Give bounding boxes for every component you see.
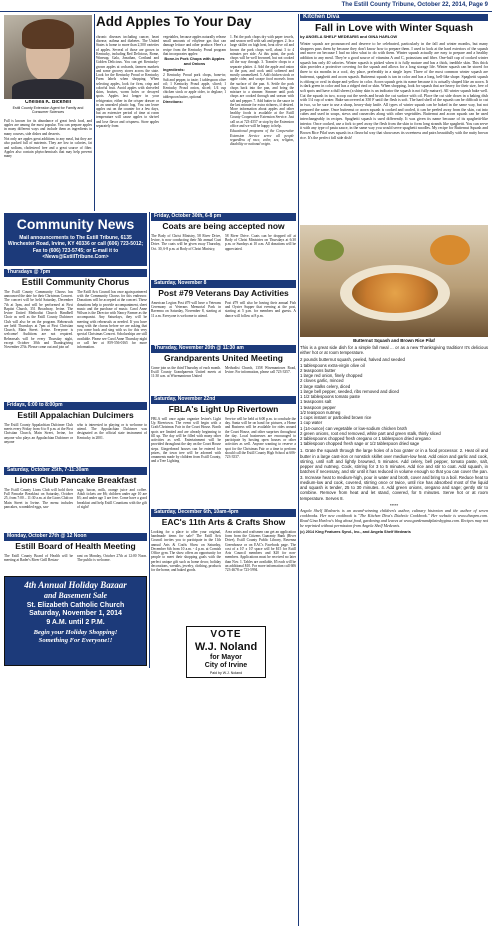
ingredient-item: 1/2 teaspoon nutmeg: [300, 409, 341, 415]
ingredient-item: 2 teaspoons butter: [300, 367, 336, 373]
apples-intro: Fall is known for its abundance of great fresh food, and apples are among the most popular. You can prepare apples in many different ways and include them as ingredients in many courses, side dishes and desserts. Not only are apples great additions to any meal, but they are also packed full of nutrients. They are low in calories, fat and sodium, cholesterol free and a great source of fiber. Apples also contain phytochemicals that may help prevent many: [4, 119, 92, 159]
author-bio: Angela Shelf Medearis is an award-winning children's author, culinary historian and the author of seven cookbooks. Her new cookbook is "The Kitchen Diva's Diabetic Cookbook." Her website is www.divapro.com. Read Gina Harlow's blog about food, gardening and leaves at www.gardenandplatesbygina.com. Recipes may not be reprinted without permission from Angela Shelf Medearis.: [300, 508, 488, 528]
ingredient-item: 1 teaspoon pepper: [300, 404, 336, 410]
page-header: [0, 0, 492, 12]
photo-caption: Butternut Squash and Brown Rice Pilaf: [353, 338, 435, 343]
ingredient-item: 1 cup water: [300, 420, 323, 426]
author-name: Chelsea K. Bicknell: [24, 100, 72, 105]
apples-col2: vegetables, because apples naturally release small amounts of ethylene gas that can damage lettuce and other produce. Here's a recipe from the Kentucky Proud program that incorporates apples: Bone-in Pork Chops with Apples and Onions Ingredients: 2 Kentucky Proud pork chops, bone-in; Salt and pepper, to taste; 1 tablespoon olive oil; 1 Kentucky Proud apple, sliced; 1 Kentucky Proud onion, sliced; 1/4 cup chicken stock or apple cider, to deglaze; 1 tablespoon butter, optional Directions:: [163, 35, 226, 105]
event-2-col1: The Estill County Appalachian Dulcimer Club meets every Friday from 6 to 8 p.m. at the First Christian Church, Main Street, Irvine, for anyone who plays an Appalachian Dulcimer or anyone: [4, 423, 73, 444]
recipe-ingredients: 2 Kentucky Proud pork chops, bone-in; Salt and pepper, to taste; 1 tablespoon olive oil; 1 Kentucky Proud apple, sliced; 1 Kentucky Proud onion, sliced; 1/4 cup chicken stock or apple cider, to deglaze; 1 tablespoon butter, optional: [163, 73, 226, 99]
kitchen-diva-title: Fall in Love with Winter Squash: [314, 22, 473, 34]
ingredient-item: 2 tablespoons chopped fresh oregano or 1 tablespoon dried oregano: [300, 435, 431, 441]
event-3-col2: sage, bacon, milk, orange juice and coffee. Adult tickets are $6; children under age 10 are $3; and under age 3 are free. Come have a good breakfast and help Estill Countians with the gift of sight!: [77, 488, 147, 509]
mid-event-3-col1: Come join us the third Thursday of each month. Estill County Grandparents United meets at 11:30 a.m. at Wisemantown United: [151, 366, 221, 379]
author-role: Estill County Extension Agent for Family and Consumer Sciences: [12, 105, 84, 115]
mid-event-3-head: Thursday, November 20th @ 11:30 am Grandparents United Meeting: [151, 345, 296, 364]
event-4-col1: The Estill County Board of Health will be meeting at Rader's River Grill Restau-: [4, 554, 73, 563]
byline: by ANGELA SHELF MEDEARIS and GINA HARLOW: [300, 35, 398, 39]
event-2-col2: who is interested in playing or is welcome to attend. The Appalachian Dulcimer was designated as the official state instrument of Kentucky in 2001.: [77, 423, 147, 440]
event-4-head: Monday, October 27th @ 12 Noon Estill Board of Health Meeting: [4, 533, 147, 552]
bazaar-ad: 4th Annual Holiday Bazaar and Basement Sale St. Elizabeth Catholic Church Saturday, November 1, 2014 9 A.M. until 2 P.M. Begin your Holiday Shopping! Something For Everyone!!: [4, 576, 147, 666]
ingredient-item: 1 1/2 tablespoons tomato paste: [300, 394, 360, 400]
copyright: (c) 2014 King Features Synd., Inc., and Angela Shelf Medearis: [300, 529, 411, 534]
ingredient-item: 1 tablespoon chopped fresh sage or 1/2 tablespoon dried sage: [300, 441, 420, 447]
ingredient-item: 2 green onions, root end removed, white part and green stalk, thinly sliced: [300, 430, 441, 436]
ingredient-item: 1 large bell pepper, seeded, ribs removed and diced: [300, 388, 399, 394]
recipe-block: This is a great side dish for a simple fall meal ... or as a new Thanksgiving tradition! It's delicious either hot or at room temperature. 2 pounds butternut squash, peeled, halved and seeded 1 tablespoons extra-virgin olive oil 2 teaspoons butter 1 large red onion, finely chopped 2 cloves garlic, minced 2 large stalks celery, diced 1 large bell pepper, seeded, ribs removed and diced 1 1/2 tablespoons tomato paste 1 teaspoons salt 1 teaspoon pepper 1/2 teaspoon nutmeg 1 cups instant or parboiled brown rice 1 cup water 1 (14-ounce) can vegetable or low-sodium chicken broth 2 green onions, root end removed, white part and green stalk, thinly sliced 2 tablespoons chopped fresh oregano or 1 tablespoon dried oregano 1 tablespoon chopped fresh sage or 1/2 tablespoon dried sage 1. Grate the squash through the large holes of a box grater or in a food processor. 2. Heat oil and butter in a large cast-iron or nonstick skillet over medium-low heat. Add onion and garlic and cook, stirring, until soft and lightly browned, 5 minutes. Add celery, bell pepper, tomato paste, salt, pepper and nutmeg. Cook, stirring for 3 to 5 minutes. Add rice and stir to coat. Add squash, in batches if necessary, and stir until it has reduced in volume enough so that you can cover the pan. 3. Increase heat to medium-high, pour in water and broth, cover and bring to a boil. Reduce heat to medium-low and cook, covered, stirring once or twice, until rice has absorbed most of the liquid and squash is tender, 25 to 30 minutes. 4. Add green onions, oregano and sage; gently stir to combine. Remove from heat and let stand, covered, for 5 minutes. Serve hot or at room temperature. Serves 8. ***** Angela Shelf Medearis is an award-winning children's author, culinary historian and the author of seven cookbooks. Her new cookbook is "The Kitchen Diva's Diabetic Cookbook." Her website is www.divapro.com. Read Gina Harlow's blog about food, gardening and leaves at www.gardenandplatesbygina.com. Recipes may not be reprinted without permission from Angela Shelf Medearis. (c) 2014 King Features Synd., Inc., and Angela Shelf Medearis: [300, 345, 488, 534]
mid-event-5-col1: Looking for a place to offer your original, handmade items for sale? The Estill Arts Council invites you to participate in the 11th annual Arts & Crafts Show on Saturday, December 6th from 10 a.m. - 4 p.m. at Cornish Office gym. The show offers an opportunity for people to meet their shopping goals with the perfect unique gift such as home decor, holiday decorations, wreaths, jewelry, clothing, products for the home, and baked goods.: [151, 530, 221, 573]
apples-col1: chronic diseases including cancer, heart disease, asthma and diabetes. The United States is home to more than 2,500 varieties of apples. Several of those are grown in Kentucky, including Red Delicious, Rome, Winesap, Gala, Jonathan, Cortland and Golden Delicious. You can get Kentucky-grown apples at orchards, farmers markets and some grocery stores across the state. Look for the Kentucky Proud or Kentucky Farm labels when shopping. When selecting apples, look for firm, crisp and colorful fruit. Avoid apples with shriveled skins, bruises, worm holes or decayed spots. Apples last longer in your refrigerator, either in the crisper drawer or in an unsealed plastic bag. You can leave apples out on the counter for a few days, but an extensive period of time at room temperature will cause apples to shrivel and lose flavor and crispness. Store apples separately from: [96, 35, 159, 128]
vote-ad: VOTE W.J. Noland for Mayor City of Irvine Paid by W.J. Noland: [186, 626, 266, 678]
event-3-head: Saturday, October 25th, 7-11:30am Lions Club Pancake Breakfast: [4, 467, 147, 486]
ingredient-item: 1 cups instant or parboiled brown rice: [300, 415, 372, 421]
mid-event-5-head: Saturday, December 6th, 10am-4pm EAC's 11th Arts & Crafts Show: [151, 509, 296, 528]
ingredient-item: 2 large stalks celery, diced: [300, 383, 351, 389]
mid-event-2-col2: Post #79 will also be having their annual Fish and Oyster Supper that evening at the post, starting at 5 p.m. for members and guests. A dance will follow at 8 p.m.: [225, 301, 296, 318]
apples-title: Add Apples To Your Day: [96, 14, 252, 29]
mid-event-1-head: Friday, October 30th, 6-8 pm Coats are being accepted now: [151, 213, 296, 232]
event-4-col2: rant on Monday, October 27th at 12:00 Noon. The public is welcome.: [77, 554, 147, 563]
ingredient-item: 1 tablespoons extra-virgin olive oil: [300, 362, 365, 368]
mid-event-3-col2: Methodist Church, 1358 Wisemantown Road, Irvine. For information, please call 723-3357.: [225, 366, 296, 375]
pilaf-photo: [300, 225, 488, 337]
mid-event-1-col1: The Body of Christ Ministry, 58 River Drive, Irvine, is now conducting their 5th annual Coat Drive. The coats will be given away Thursday, Oct. 30, 6-8 p.m. at Body of Christ Ministry,: [151, 234, 221, 251]
event-3-col1: The Estill County Lions Club will hold their Fall Pancake Breakfast on Saturday, October 25, from 7:00 – 11:30 a.m. at the Lions Club on Main Street in Irvine. The menu includes pancakes, scrambled eggs, sau-: [4, 488, 73, 509]
mid-event-2-head: Saturday, November 8 Post #79 Veterans Day Activities: [151, 280, 296, 299]
ingredient-item: 2 cloves garlic, minced: [300, 378, 344, 384]
kitchen-diva-body: Winter squash are pronounced and deserve to be celebrated, particularly in the fall and winter months, but many shoppers pass them by because they don't know how to prepare them. I used to look at the hard exteriors of the squash and move on because I had no idea what to do with them. Winter squash actually are easy to prepare and a healthy addition to any meal. They're a good source of vitamins A and C, potassium and fiber. One-half cup of cooked winter squash has only 40 calories. Winter squash is picked when it is fully mature and has a thick, inedible skin. This thick skin provides a protective covering for the squash and allows for a long storage life. Winter squash can be stored for three to six months in a cool, dry place, preferably in a single layer. Three of the most common winter squash are butternut, spaghetti and acorn squash. Butternut squash is tan in color and has a long, bell-like shape. Spaghetti squash is oblong or oval in shape and yellow in color. Acorn squash gets its name because it is actually shaped like an acorn. It is dark green in color and has a ridged rind or skin. When shopping, look for squash that are heavy for their size, free of soft spots and have a dull sheen (a shiny skin is an indicator the squash is not fully mature). All winter squash bake well. Cut the squash in two, scoop out the seeds and brush the cut surface with oil. Place the cut side down in a baking dish with 1/4 cup of water. Bake uncovered at 350 F until the flesh is soft. The hard shell of the squash can be difficult to cut in two, so be sure to use a sharp, heavy-duty knife. All types of winter squash can be baked in the same way, but not prepared the same. Once butternut or acorn squash is cooked and cooled, it can be peeled away from the skin, cut into cubes and used in soups, stews and casseroles along with other vegetables. Butternut and acorn squash can be used interchangeably in recipes. Spaghetti squash is used differently. It was given its name because of its spaghetti-like interior. Once cooked, use a fork to peel away the flesh from the skin to form long strands like spaghetti. You can serve it with any type of pasta sauce, in the same way you would serve spaghetti noodles. My recipe for Butternut Squash and Brown Rice Pilaf uses squash in a flavorful way that showcases its sweetness and pairs beautifully with the nutty brown rice. It's the perfect fall side dish!: [300, 42, 488, 140]
kitchen-diva-band: Kitchen Diva: [300, 14, 488, 21]
ingredient-item: 1 teaspoons salt: [300, 399, 332, 405]
recipe-title: Bone-in Pork Chops with Apples and Onions: [164, 56, 225, 66]
event-1-head: Thursdays @ 7pm Estill Community Chorus: [4, 269, 147, 288]
ingredient-list: [300, 357, 488, 446]
apples-col3: 1. Pat the pork chops dry with paper towels, and season well with salt and pepper. 2. In a large skillet on high heat, heat olive oil and brown the pork chops well, about 3 to 4 minutes per side. At this point, the pork chops will be well browned, but not cooked all the way through. 3. Transfer chops to a separate platter. 4. Add the apple and onion to the pan, and cook until softened and mostly caramelized. 5. Add chicken stock or apple cider, and scrape food morsels from the surface of the pan. 6. Settle the pork chops back into the pan, and bring the mixture to a simmer. Simmer until pork chops are cooked through and season with salt and pepper. 7. Add butter to the sauce in the last minute for extra richness, if desired. More information about apples and other healthy foods is available at the Estill County Cooperative Extension Service. Just call us at 723-4557 or stop by the Extension office and we will be happy to help. Educational programs of the Cooperative Extension Service serve all people regardless of race, color, sex, religion, disability or national origin.: [230, 35, 294, 147]
community-news-banner: Community News Mail announcements to The Estill Tribune, 6135 Winchester Road, Irvine, KY 40336 or call (606) 723-5012; Fax to (606) 723-5745; or E-mail it to <News@EstillTribune.Com>: [4, 214, 147, 266]
recipe-steps: 1. Grate the squash through the large holes of a box grater or in a food processor. 2. Heat oil and butter in a large cast-iron or nonstick skillet over medium-low heat. Add onion and garlic and cook, stirring, until soft and lightly browned, 5 minutes. Add celery, bell pepper, tomato paste, salt, pepper and nutmeg. Cook, stirring for 3 to 5 minutes. Add rice and stir to coat. Add squash, in batches if necessary, and stir until it has reduced in volume enough so that you can cover the pan. 3. Increase heat to medium-high, pour in water and broth, cover and bring to a boil. Reduce heat to medium-low and cook, covered, stirring once or twice, until rice has absorbed most of the liquid and squash is tender, 25 to 30 minutes. 4. Add green onions, oregano and sage; gently stir to combine. Remove from heat and let stand, covered, for 5 minutes. Serve hot or at room temperature. Serves 8.: [300, 448, 488, 501]
mid-event-4-head: Saturday, November 22nd FBLA's Light Up Rivertown: [151, 396, 296, 415]
ingredient-item: 1 (14-ounce) can vegetable or low-sodium chicken broth: [300, 425, 408, 431]
event-1-col1: The Estill County Community Chorus has announced the date for their Christmas Concert. The concert will be held Saturday, December 7th at 3pm, and will be performed at First Baptist Church, 351 Broadway, Irvine. The Irvine United Methodist Church Handbell Choir as well as the Estill County Dulcimer Club will also be on the program. Rehearsals are held Thursdays at 7pm at First Christian Church, Main Street. Irvine. Everyone is welcome! Auditions are not required. Rehearsals will be every Thursday night, except October 30th and Thanksgiving November 27th. Please come out and join us!: [4, 290, 73, 350]
mid-event-4-col1: FBLA will once again organize Irvine's Light Up Rivertown. The event will begin with a Craft/Christmas Fair in the Court House. Booth spots are limited and are already beginning to fill up. The day will be filled with many other activities as well. Entertainment will be provided throughout the day on the Court House steps. Gingerbread houses can be entered for prizes, the town tree will be adorned with ornaments made by children from Estill County, and a Tree Lighting: [151, 417, 221, 464]
event-2-head: Fridays, 6:00 to 8:00pm Estill Appalachian Dulcimers: [4, 402, 147, 421]
event-1-col2: The Estill Arts Council has once again partnered with the Community Chorus for this endeavor. Donations will be accepted at the concert. These donations help to provide accompaniment, sheet music and the purchase of music. Carol Anne Wilson is the Director with Nancy Farmer as the accompanist. Any Saturdays, they will be meeting with rehearsals as needed. If you have sung with the chorus before we are asking that you come back and sing with us for this very special Christmas Concert. Scholarships are still available. Please see Carol Anne Thursday night or call her at 859-556-0165 for more information.: [77, 290, 147, 350]
mid-event-4-col2: Service will be held at 6:00 p.m. to conclude the day. Santa will be on hand for pictures, a Home and Business will be available for rides around the Court House, and other surprises throughout the day. Local businesses are encouraged to participate by hosting open houses or other activities as well. Anyone wanting to reserve a spot for the Christmas Fair or a time to perform should call the Estill County High School at 606-723-3537.: [225, 417, 296, 460]
ingredient-item: 2 pounds butternut squash, peeled, halved and seeded: [300, 357, 405, 363]
mid-event-2-col1: American Legion Post #79 will have a Veterans Ceremony at Veterans Memorial Park in Ravenna on Saturday, November 8, starting at 11 a.m. Everyone is welcome to attend.: [151, 301, 221, 318]
ingredient-item: 1 large red onion, finely chopped: [300, 373, 363, 379]
paper-title: The Estill County Tribune, October 22, 2014, Page 9: [341, 2, 488, 8]
mid-event-1-col2: 58 River Drive. Coats can be dropped off at Body of Christ Ministries on Thursdays at 6:30 p.m. or Sundays at 10 a.m. All donations will be appreciated.: [225, 234, 296, 251]
mid-event-5-col2: Area artists and craftsmen can get an application form from the Citizens Guaranty Bank (River Drive), Estill County Public Library, Ravenna Greenhouse or on EAC's Facebook page. The cost of a 10' x 10' space will be $15 for Estill Arts Council members and $20 for non-members. Applications must be received no later than Nov. 1. Tables are available, $5 each will be an additional $10. For more information call 606 723-4678 or 723-5994.: [225, 530, 296, 573]
author-photo: [4, 15, 92, 99]
